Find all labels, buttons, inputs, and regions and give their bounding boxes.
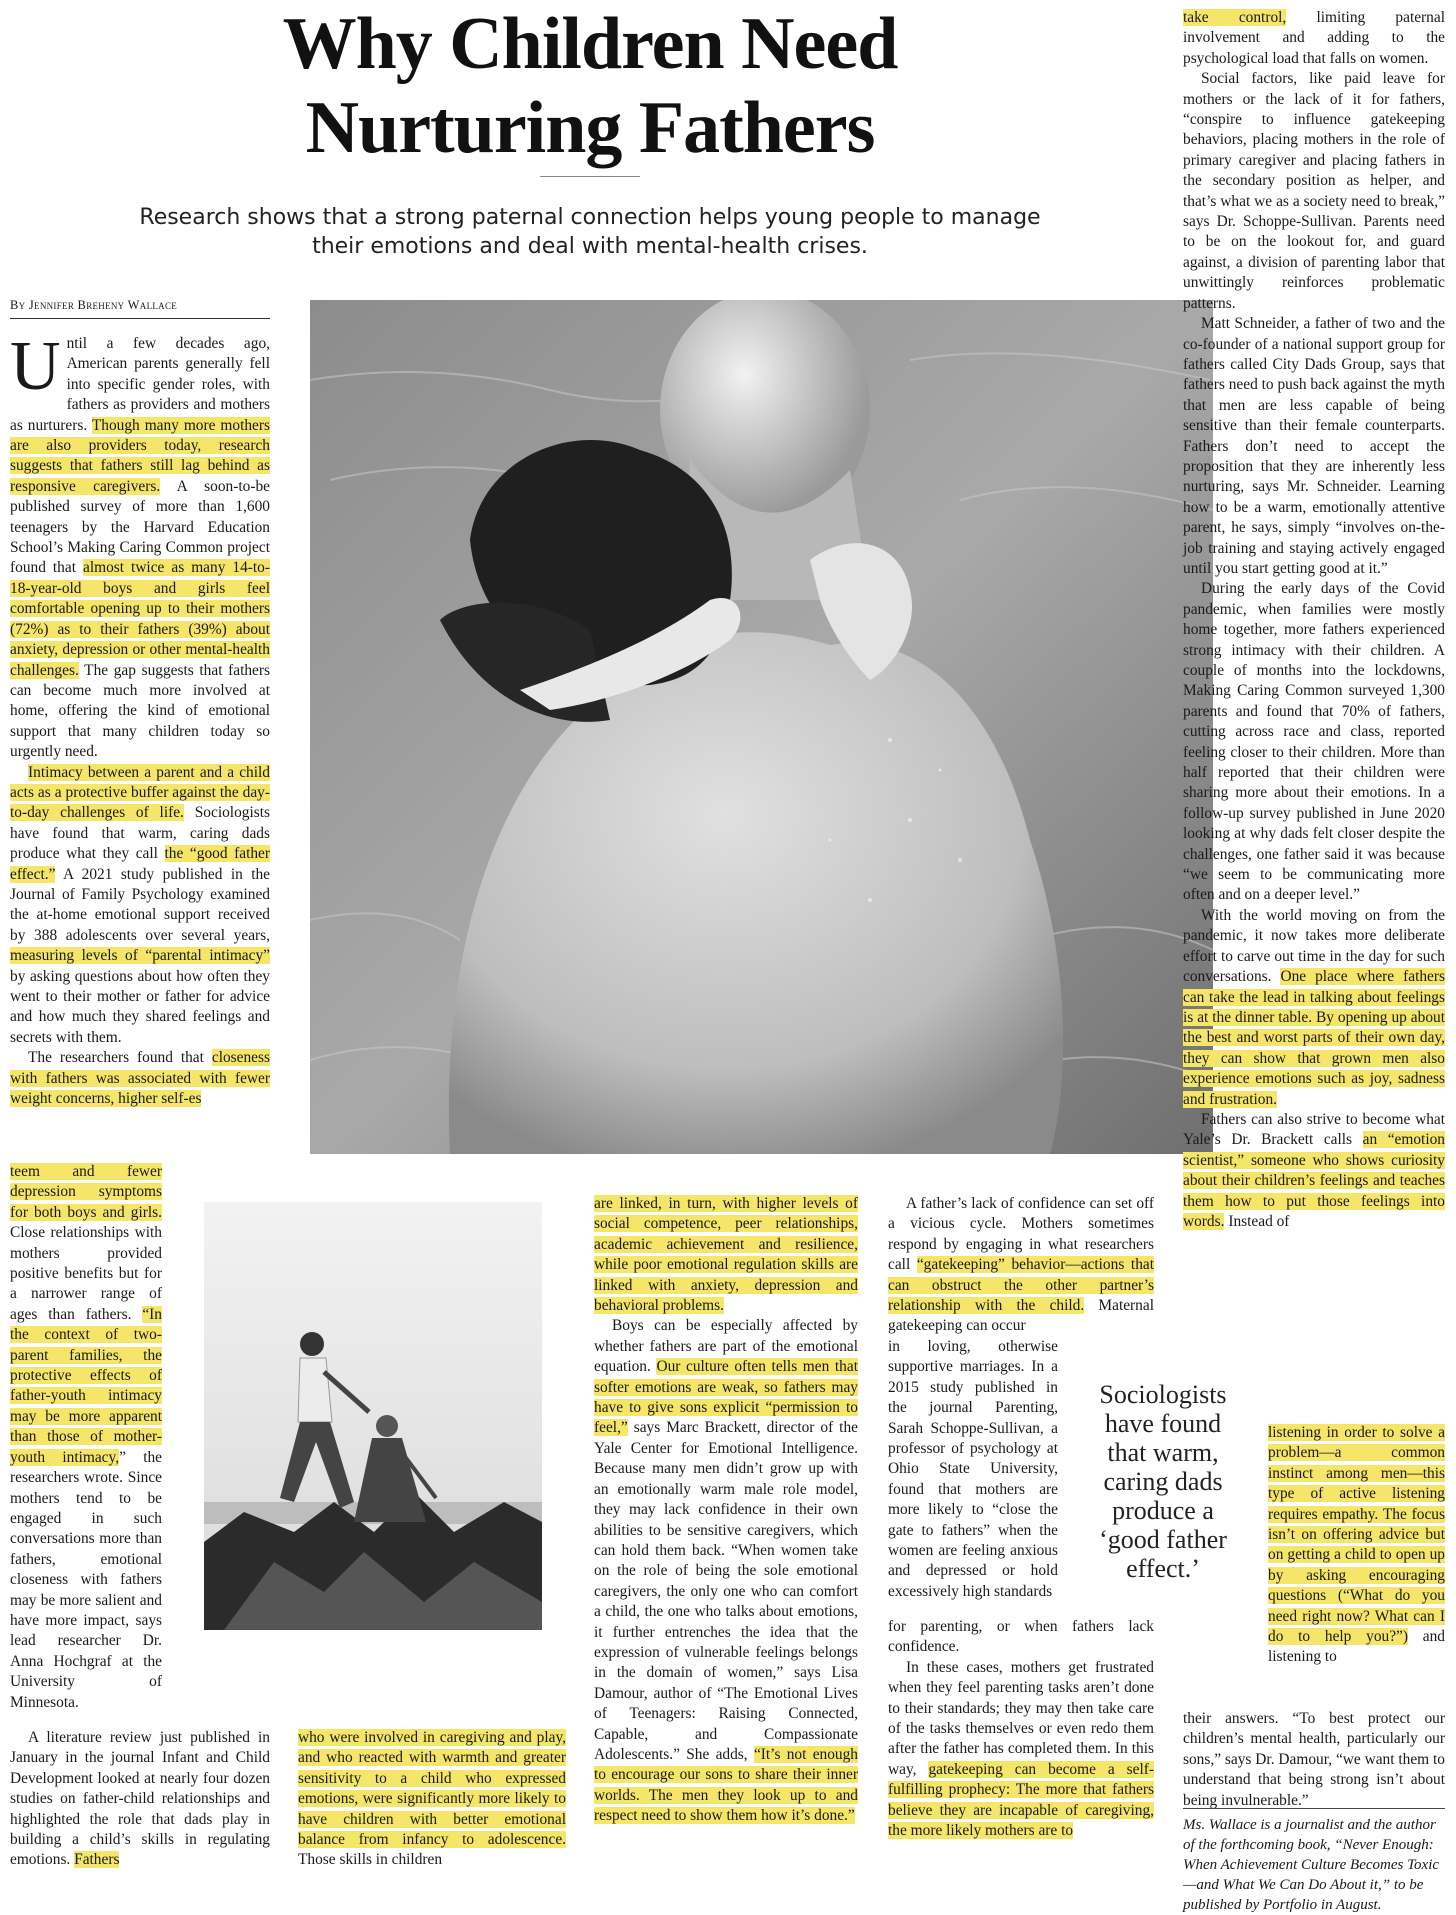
highlight: Our culture often tells men that softer emotions are weak, so fathers may have to give sons explicit “permission to feel,” (594, 1358, 858, 1437)
byline: By Jennifer Breheny Wallace (10, 298, 270, 319)
highlight: take control, (1183, 9, 1287, 26)
paragraph: A father’s lack of confidence can set off a vicious cycle. Mothers sometimes respond by engaging in what researchers call “gatekeeping” behavior—actions that can obstruct the other partner’s relationship with the child. Maternal gatekeeping can occur (888, 1195, 1155, 1335)
paragraph: During the early days of the Covid pandemic, when families were mostly home together, more fathers experienced strong intimacy with their children. A couple of months into the lockdowns, Making Caring Common surveyed 1,300 parents and found that 70% of fathers, cutting across race and class, reported feeling closer to their children. More than half reported that their children were sharing more about their emotions. In a follow-up survey published in June 2020 looking at why dads felt closer despite the challenges, one father said it was because “we seem to be communicating more often and on a deeper level.” (1183, 580, 1445, 904)
highlight: One place where fathers can take the lead in talking about feelings is at the dinner table. By opening up about the best and worst parts of their own day, they can show that grown men also experience emotions such as joy, sadness and frustration. (1183, 968, 1445, 1108)
highlight: measuring levels of “parental intimacy” (10, 947, 270, 965)
highlight: the “good father effect.” (10, 845, 270, 883)
paragraph: who were involved in caregiving and play, and who reacted with warmth and greater sensitivity to a child who expressed emotions, were significantly more likely to have children with better emotional balance from infancy to adolescence. Those skills in children (298, 1729, 566, 1869)
paragraph: In these cases, mothers get frustrated when they feel parenting tasks aren’t done to their standards; they may then take care of the tasks themselves or even redo them after the father has completed them. In this way, gatekeeping can become a self-fulfilling prophecy: The more that fathers believe they are incapable of caregiving, the more likely mothers are to (888, 1658, 1155, 1840)
headline (150, 2, 1030, 170)
headline-divider (540, 176, 640, 177)
headline-line-1: Why Children Need (282, 3, 898, 85)
paragraph: A literature review just published in January in the journal Infant and Child Development looked at nearly four dozen studies on father-child relationships and highlighted the role that dads play in building a child’s skills in regulating emotions. Fathers (10, 1729, 270, 1869)
article-column-4-middle (888, 1337, 1058, 1602)
article-column-1-top (10, 328, 270, 1109)
paragraph (594, 1194, 858, 1316)
paragraph: Boys can be especially affected by whether fathers are part of the emotional equation. Our culture often tells men that softer emotions are weak, so fathers may have to give sons explicit “permission to feel,” says Marc Brackett, director of the Yale Center for Emotional Intelligence. Because many men didn’t grow up with an emotionally warm male role model, they may lack confidence in their own abilities to be sensitive caregivers, which can hold them back. “When women take on the role of being the sole emotional caregivers, the only one who can comfort a child, the one who talks about emotions, it further entrenches the idea that the expression of vulnerable feelings belongs in the domain of women,” says Lisa Damour, author of “The Emotional Lives of Teenagers: Raising Connected, Capable, and Compassionate Adolescents.” She adds, “It’s not enough to encourage our sons to share their inner worlds. The men they look up to and respect need to show them how it’s done.” (594, 1317, 858, 1825)
headline-line-2: Nurturing Fathers (305, 87, 875, 169)
paragraph: Until a few decades ago, American parents generally fell into specific gender roles, with fathers as providers and mothers as nurturers. Though many more mothers are also providers today, research suggests that fathers still lag behind as responsive caregivers. A soon-to-be published survey of more than 1,600 teenagers by the Harvard Education School’s Making Caring Common project found that almost twice as many 14-to-18-year-old boys and girls feel comfortable opening up to their mothers (72%) as to their fathers (39%) about anxiety, depression or other mental-health challenges. The gap suggests that fathers can become much more involved at home, offering the kind of emotional support that many children today so urgently need. (10, 328, 270, 761)
paragraph: With the world moving on from the pandemic, it now takes more deliberate effort to carve out time in the day for such conversations. One place where fathers can take the lead in talking about feelings is at the dinner table. By opening up about the best and worst parts of their own day, they can show that grown men also experience emotions such as joy, sadness and frustration. (1183, 906, 1445, 1108)
article-column-5-middle (1268, 1423, 1445, 1668)
highlight: “In the context of two-parent families, the protective effects of father-youth intimacy may be more apparent than those of mother-youth intimacy, (10, 1305, 162, 1466)
highlight: almost twice as many 14-to-18-year-old boys and girls feel comfortable opening up to their mothers (72%) as to their fathers (39%) about anxiety, depression or other mental-health challenges. (10, 559, 270, 679)
paragraph: listening in order to solve a problem—a common instinct among men—this type of active listening requires empathy. The focus isn’t on offering advice but on getting a child to open up by asking encouraging questions (“What do you need right now? What can I do to help you?”) and listening to (1268, 1424, 1445, 1666)
article-column-3 (594, 1194, 858, 1827)
article-column-5-top (1183, 8, 1445, 1232)
highlight: gatekeeping can become a self-fulfilling prophecy: The more that fathers believe they are incapable of caregiving, the more likely mothers are to (888, 1760, 1155, 1840)
highlight: closeness with fathers was associated with fewer weight concerns, higher self-es (10, 1049, 270, 1108)
pull-quote: Sociologists have found that warm, caring dads produce a ‘good father effect.’ (1099, 1380, 1227, 1583)
paragraph: Social factors, like paid leave for mothers or the lack of it for fathers, “conspire to influence gatekeeping behaviors, placing mothers in the role of primary caregiver and placing fathers in the secondary position as helper, and that’s what we as a society need to break,” says Dr. Schoppe-Sullivan. Parents need to be on the lookout for, and guard against, a division of parenting labor that unwittingly reinforces problematic patterns. (1183, 70, 1445, 312)
highlight: Though many more mothers are also providers today, research suggests that fathers still lag behind as responsive caregivers. (10, 416, 270, 495)
highlight: listening in order to solve a problem—a common instinct among men—this type of active listening requires empathy. The focus isn’t on offering advice but on getting a child to open up by asking encouraging questions (“What do you need right now? What can I do to help you?”) (1268, 1424, 1445, 1646)
paragraph: for parenting, or when fathers lack confidence. (888, 1618, 1154, 1656)
highlight: are linked, in turn, with higher levels of social competence, peer relationships, academic achievement and resilience, while poor emotional regulation skills are linked with anxiety, depression and behavioral problems. (594, 1195, 858, 1315)
article-column-1-middle (10, 1162, 162, 1713)
subheadline (110, 203, 1070, 261)
paragraph: Intimacy between a parent and a child acts as a protective buffer against the day-to-day challenges of life. Sociologists have found that warm, caring dads produce what they call the “good father effect.” A 2021 study published in the Journal of Family Psychology examined the at-home emotional support received by 388 adolescents over several years, measuring levels of “parental intimacy” by asking questions about how often they went to their mother or father for advice and how much they shared feelings and secrets with them. (10, 763, 270, 1046)
article-column-4-bottom (888, 1617, 1154, 1841)
paragraph: take control, limiting paternal involvement and adding to the psychological load that falls on women. (1183, 9, 1445, 67)
paragraph: their answers. “To best protect our children’s mental health, particularly our sons,” says Dr. Damour, “we want them to understand that being strong isn’t about being invulnerable.” (1183, 1710, 1445, 1809)
article-column-2 (298, 1728, 566, 1871)
subheadline-line-2: their emotions and deal with mental-health crises. (312, 234, 868, 259)
paragraph: Matt Schneider, a father of two and the co-founder of a national support group for fathers called City Dads Group, says that fathers need to push back against the myth that men are less capable of being sensitive than their female counterparts. Fathers don’t need to accept the proposition that they are inherently less nurturing, says Mr. Schneider. Learning how to be a warm, emotionally attentive parent, he says, simply “involves on-the-job training and staying actively engaged until you start getting good at it.” (1183, 315, 1445, 577)
highlight: an “emotion scientist,” someone who shows curiosity about their children’s feelings and teaches them how to put those feelings into words. (1183, 1131, 1445, 1230)
secondary-photo-father-daughter-rocks (204, 1202, 542, 1630)
highlight: who were involved in caregiving and play, and who reacted with warmth and greater sensitivity to a child who expressed emotions, were significantly more likely to have children with better emotional balance from infancy to adolescence. (298, 1729, 566, 1849)
highlight: teem and fewer depression symptoms for both boys and girls. (10, 1163, 162, 1221)
subheadline-line-1: Research shows that a strong paternal connection helps young people to manage (139, 205, 1041, 230)
article-column-4-top (888, 1194, 1154, 1337)
paragraph: Fathers can also strive to become what Yale’s Dr. Brackett calls an “emotion scientist,” someone who shows curiosity about their children’s feelings and teaches them how to put those feelings into words. Instead of (1183, 1110, 1445, 1230)
paragraph: The researchers found that closeness with fathers was associated with fewer weight concerns, higher self-es (10, 1049, 270, 1108)
highlight: Intimacy between a parent and a child acts as a protective buffer against the day-to-day challenges of life. (10, 763, 270, 822)
highlight: “gatekeeping” behavior—actions that can obstruct the other partner’s relationship with the child. (888, 1256, 1155, 1315)
article-column-1-bottom (10, 1728, 270, 1871)
paragraph: teem and fewer depression symptoms for both boys and girls. Close relationships with mothers provided positive benefits but for a narrower range of ages than fathers. “In the context of two-parent families, the protective effects of father-youth intimacy may be more apparent than those of mother-youth intimacy,” the researchers wrote. Since mothers tend to be engaged in such conversations more than fathers, emotional closeness with fathers may be more salient and have more impact, says lead researcher Dr. Anna Hochgraf at the University of Minnesota. (10, 1163, 162, 1711)
author-bio: Ms. Wallace is a journalist and the author of the forthcoming book, “Never Enough: When Achievement Culture Becomes Toxic—and What We Can Do About it,” to be published by Portfolio in August. (1183, 1808, 1445, 1915)
highlight: “It’s not enough to encourage our sons to share their inner worlds. The men they look up to and respect need to show them how it’s done.” (594, 1745, 858, 1825)
highlight: Fathers (74, 1851, 120, 1869)
main-photo-father-hugging-child (310, 300, 1213, 1154)
paragraph: in loving, otherwise supportive marriages. In a 2015 study published in the journal Parenting, Sarah Schoppe-Sullivan, a professor of psychology at Ohio State University, found that mothers are more likely to “close the gate to fathers” when the women are feeling anxious and depressed or hold excessively high standards (888, 1338, 1058, 1600)
drop-cap: U (10, 328, 61, 405)
article-column-5-bottom (1183, 1709, 1445, 1811)
